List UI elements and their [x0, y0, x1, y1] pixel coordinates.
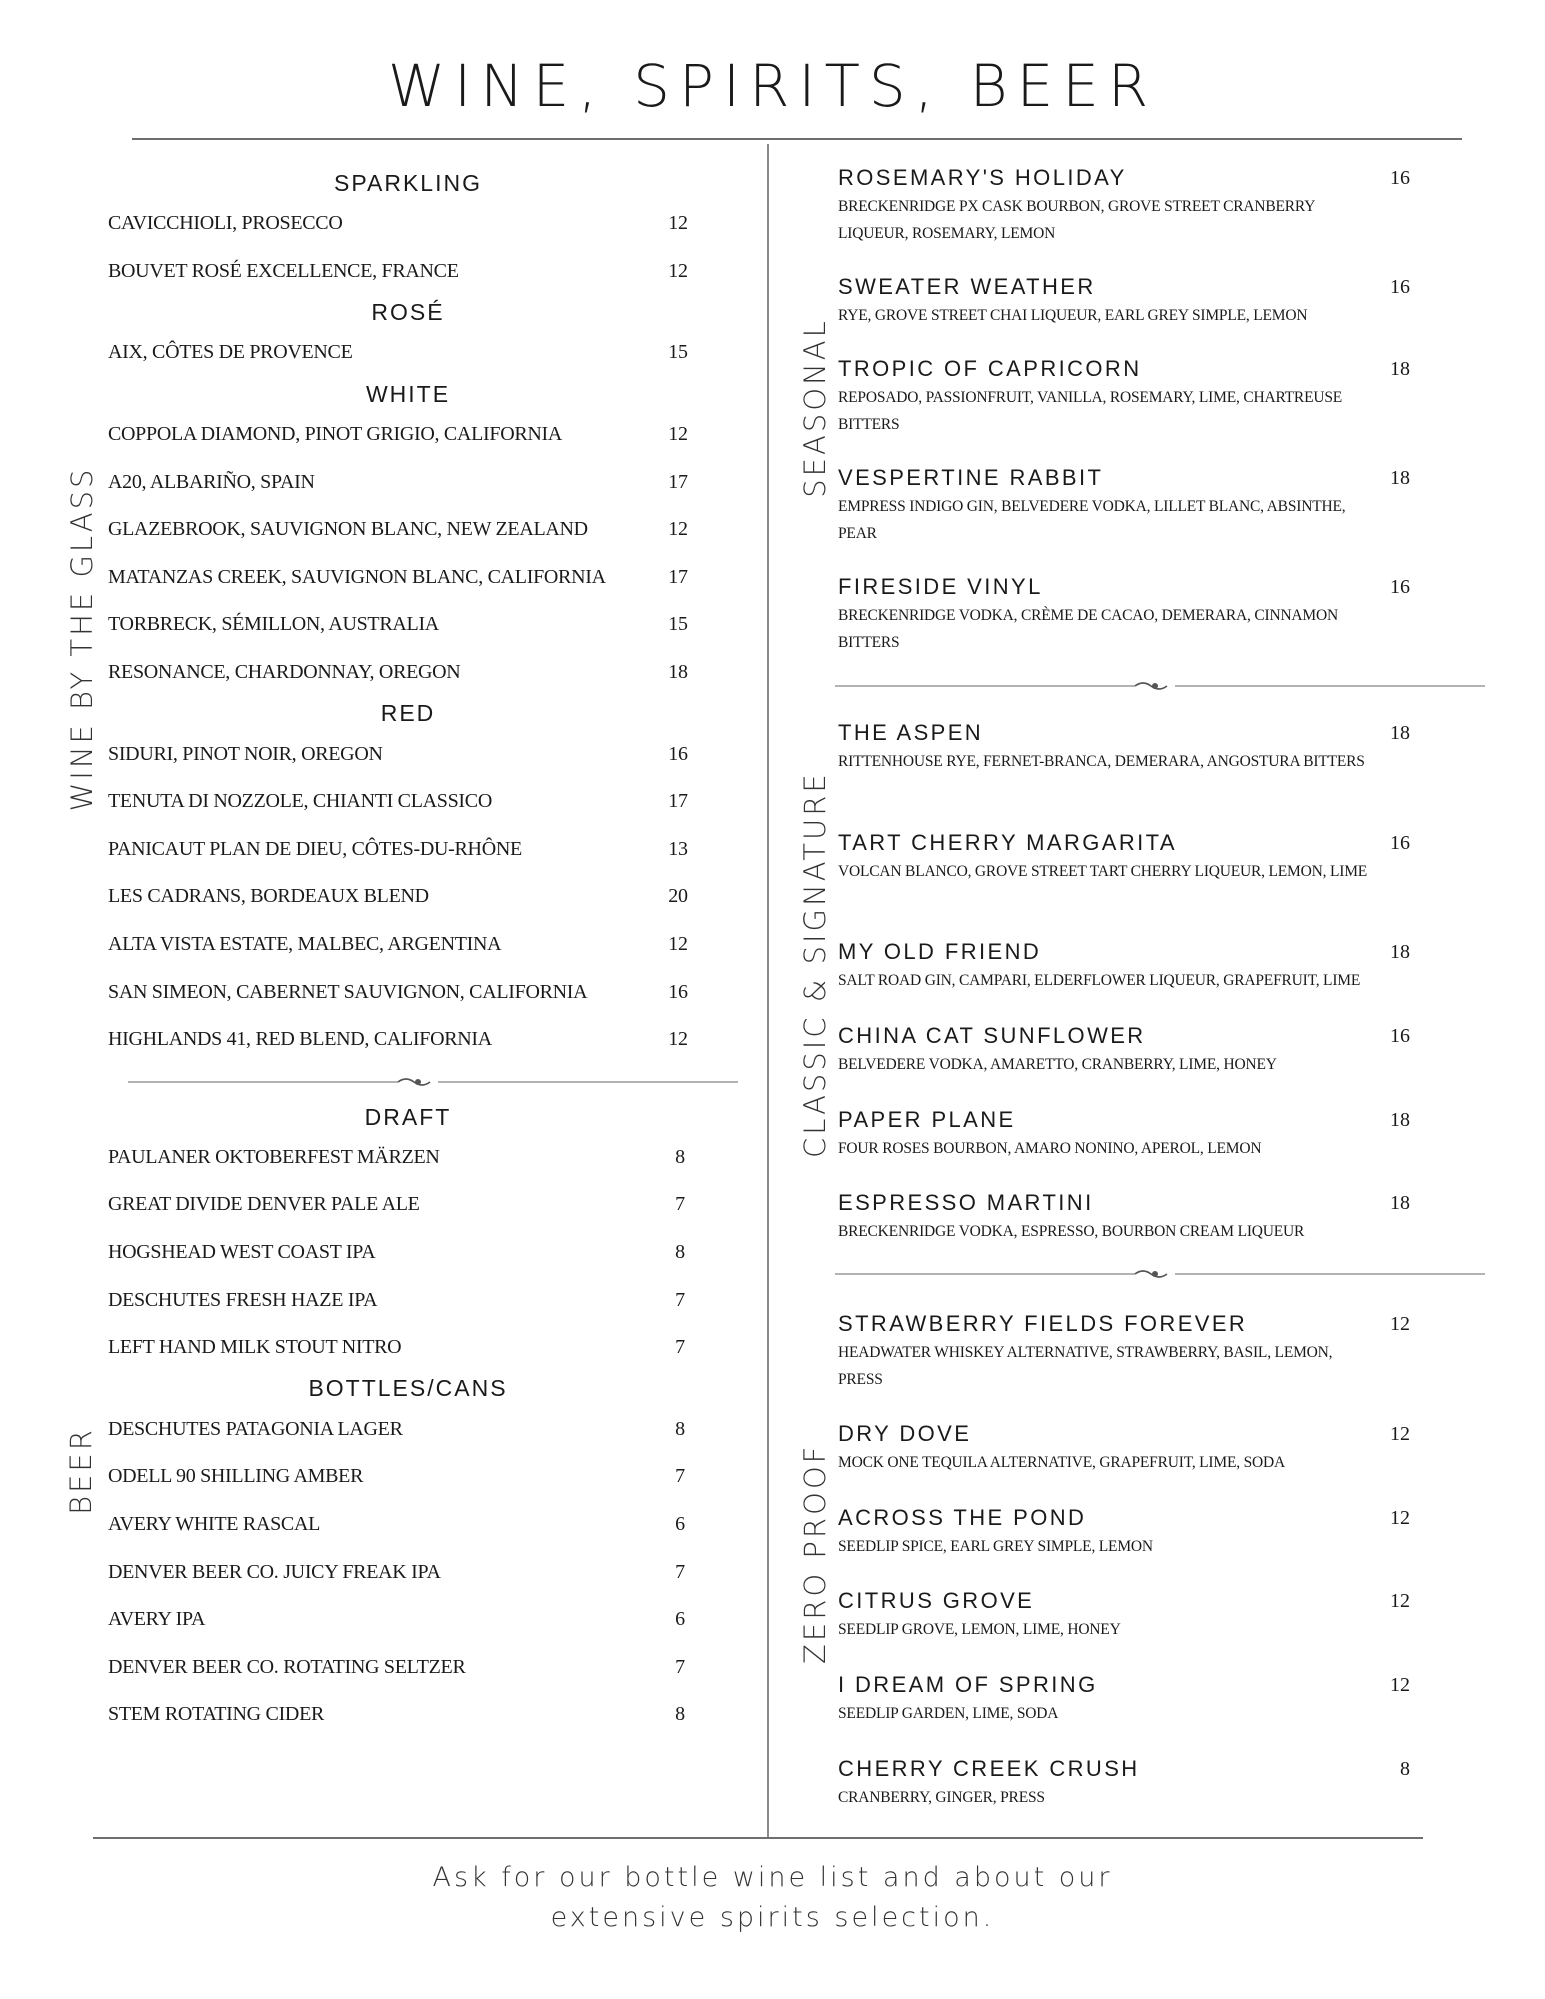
page-title: WINE, SPIRITS, BEER — [387, 52, 1158, 120]
footer-line-2: extensive spirits selection. — [550, 1902, 995, 1933]
sparkling-list — [108, 200, 708, 295]
menu-item: I DREAM OF SPRING SEEDLIP GARDEN, LIME, SODA 12 — [838, 1672, 1410, 1722]
menu-item: THE ASPEN RITTENHOUSE RYE, FERNET-BRANCA, DEMERARA, ANGOSTURA BITTERS 18 — [838, 720, 1410, 770]
menu-item: ACROSS THE POND SEEDLIP SPICE, EARL GREY SIMPLE, LEMON 12 — [838, 1505, 1410, 1555]
draft-list — [108, 1134, 708, 1372]
list-item: MATANZAS CREEK, SAUVIGNON BLANC, CALIFORNIA 17 — [108, 565, 688, 588]
list-item: AVERY IPA 6 — [108, 1608, 685, 1631]
menu-item: VESPERTINE RABBIT EMPRESS INDIGO GIN, BELVEDERE VODKA, LILLET BLANC, ABSINTHE, PEAR 18 — [838, 465, 1410, 542]
list-item: HOGSHEAD WEST COAST IPA 8 — [108, 1240, 685, 1263]
list-item: ODELL 90 SHILLING AMBER 7 — [108, 1465, 685, 1488]
list-item: RESONANCE, CHARDONNAY, OREGON 18 — [108, 661, 688, 684]
menu-item: CITRUS GROVE SEEDLIP GROVE, LEMON, LIME, HONEY 12 — [838, 1588, 1410, 1638]
menu-item: CHERRY CREEK CRUSH CRANBERRY, GINGER, PRESS 8 — [838, 1756, 1410, 1806]
list-item: SAN SIMEON, CABERNET SAUVIGNON, CALIFORNIA 16 — [108, 980, 688, 1003]
menu-item: CHINA CAT SUNFLOWER BELVEDERE VODKA, AMARETTO, CRANBERRY, LIME, HONEY 16 — [838, 1023, 1410, 1073]
red-list — [108, 730, 708, 1063]
menu-item: DRY DOVE MOCK ONE TEQUILA ALTERNATIVE, GRAPEFRUIT, LIME, SODA 12 — [838, 1421, 1410, 1471]
footer-line-1: Ask for our bottle wine list and about our — [432, 1862, 1113, 1893]
menu-item: TROPIC OF CAPRICORN REPOSADO, PASSIONFRUIT, VANILLA, ROSEMARY, LIME, CHARTREUSE BITTERS 18 — [838, 356, 1410, 433]
list-item: AIX, CÔTES DE PROVENCE 15 — [108, 341, 688, 364]
list-item: DENVER BEER CO. JUICY FREAK IPA 7 — [108, 1560, 685, 1583]
white-heading: WHITE — [365, 380, 451, 407]
white-list — [108, 411, 708, 697]
red-heading: RED — [380, 700, 436, 727]
menu-item: SWEATER WEATHER RYE, GROVE STREET CHAI LIQUEUR, EARL GREY SIMPLE, LEMON 16 — [838, 274, 1410, 324]
wine-by-the-glass-label: WINE BY THE GLASS — [65, 466, 99, 812]
bottom-divider — [93, 1837, 1423, 1839]
classic-signature-label: CLASSIC & SIGNATURE — [798, 771, 832, 1158]
sparkling-heading: SPARKLING — [334, 170, 482, 196]
menu-item: ESPRESSO MARTINI BRECKENRIDGE VODKA, ESPRESSO, BOURBON CREAM LIQUEUR 18 — [838, 1190, 1410, 1240]
ornament-divider — [835, 668, 1485, 709]
list-item: HIGHLANDS 41, RED BLEND, CALIFORNIA 12 — [108, 1028, 688, 1051]
footer-note — [0, 1858, 1545, 1938]
beer-label: BEER — [64, 1427, 98, 1515]
menu-item: ROSEMARY'S HOLIDAY BRECKENRIDGE PX CASK BOURBON, GROVE STREET CRANBERRY LIQUEUR, ROSEMARY, LEMON 16 — [838, 165, 1410, 242]
list-item: BOUVET ROSÉ EXCELLENCE, FRANCE 12 — [108, 259, 688, 282]
bottles-cans-heading: BOTTLES/CANS — [308, 1375, 508, 1402]
list-item: LEFT HAND MILK STOUT NITRO 7 — [108, 1336, 685, 1359]
seasonal-label: SEASONAL — [798, 318, 832, 498]
list-item: ALTA VISTA ESTATE, MALBEC, ARGENTINA 12 — [108, 933, 688, 956]
ornament-divider — [835, 1256, 1485, 1297]
list-item: DESCHUTES FRESH HAZE IPA 7 — [108, 1288, 685, 1311]
column-divider — [767, 144, 769, 1837]
list-item: AVERY WHITE RASCAL 6 — [108, 1512, 685, 1535]
bottles-list — [108, 1405, 708, 1738]
list-item: LES CADRANS, BORDEAUX BLEND 20 — [108, 885, 688, 908]
menu-item: STRAWBERRY FIELDS FOREVER HEADWATER WHISKEY ALTERNATIVE, STRAWBERRY, BASIL, LEMON, PRESS 12 — [838, 1311, 1410, 1388]
menu-item: TART CHERRY MARGARITA VOLCAN BLANCO, GROVE STREET TART CHERRY LIQUEUR, LEMON, LIME 16 — [838, 830, 1410, 880]
rose-list — [108, 329, 708, 377]
draft-heading: DRAFT — [364, 1103, 452, 1130]
zero-proof-label: ZERO PROOF — [798, 1443, 832, 1664]
ornament-divider — [108, 1064, 708, 1100]
list-item: PAULANER OKTOBERFEST MÄRZEN 8 — [108, 1145, 685, 1168]
list-item: TORBRECK, SÉMILLON, AUSTRALIA 15 — [108, 613, 688, 636]
list-item: TENUTA DI NOZZOLE, CHIANTI CLASSICO 17 — [108, 790, 688, 813]
list-item: SIDURI, PINOT NOIR, OREGON 16 — [108, 742, 688, 765]
list-item: GLAZEBROOK, SAUVIGNON BLANC, NEW ZEALAND 12 — [108, 518, 688, 541]
list-item: GREAT DIVIDE DENVER PALE ALE 7 — [108, 1193, 685, 1216]
menu-item: FIRESIDE VINYL BRECKENRIDGE VODKA, CRÈME DE CACAO, DEMERARA, CINNAMON BITTERS 16 — [838, 574, 1410, 651]
list-item: CAVICCHIOLI, PROSECCO 12 — [108, 212, 688, 235]
list-item: PANICAUT PLAN DE DIEU, CÔTES-DU-RHÔNE 13 — [108, 837, 688, 860]
list-item: DESCHUTES PATAGONIA LAGER 8 — [108, 1417, 685, 1440]
list-item: A20, ALBARIÑO, SPAIN 17 — [108, 470, 688, 493]
rose-heading: ROSÉ — [371, 299, 445, 326]
top-divider — [132, 138, 1462, 140]
left-column — [108, 166, 708, 1739]
menu-item: PAPER PLANE FOUR ROSES BOURBON, AMARO NONINO, APEROL, LEMON 18 — [838, 1107, 1410, 1157]
list-item: DENVER BEER CO. ROTATING SELTZER 7 — [108, 1655, 685, 1678]
list-item: COPPOLA DIAMOND, PINOT GRIGIO, CALIFORNIA 12 — [108, 423, 688, 446]
menu-item: MY OLD FRIEND SALT ROAD GIN, CAMPARI, ELDERFLOWER LIQUEUR, GRAPEFRUIT, LIME 18 — [838, 939, 1410, 989]
list-item: STEM ROTATING CIDER 8 — [108, 1703, 685, 1726]
